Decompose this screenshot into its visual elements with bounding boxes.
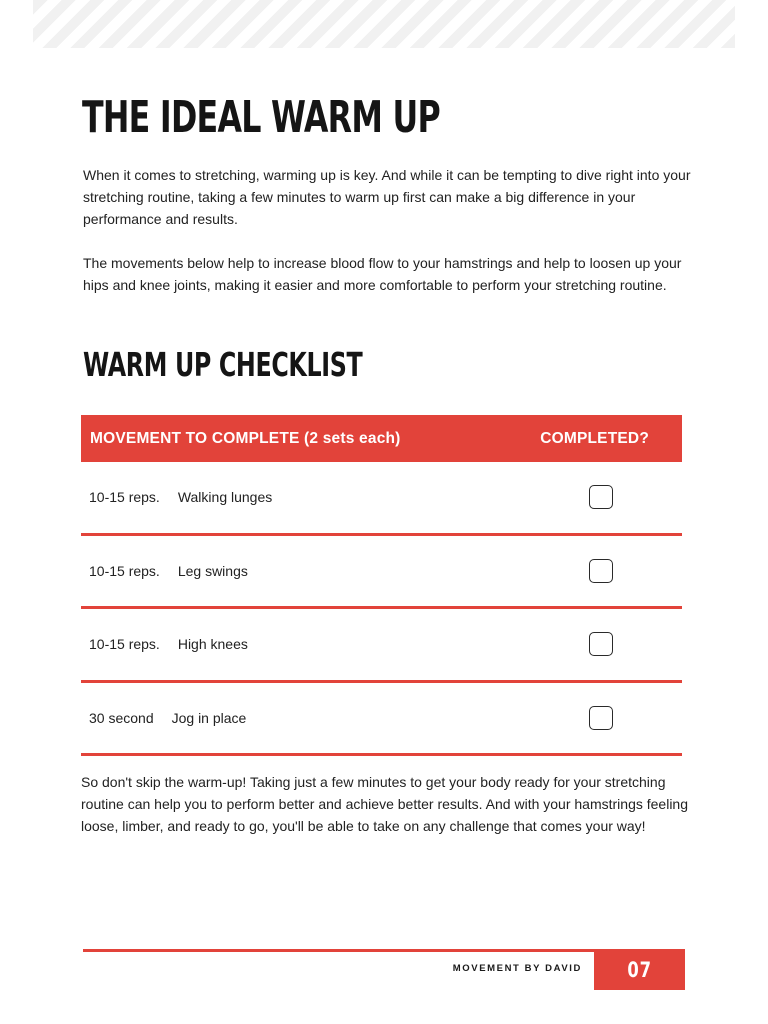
page-number: 07 [627, 957, 652, 982]
row-reps: 30 second [89, 709, 154, 726]
completed-checkbox[interactable] [589, 632, 613, 656]
row-label [89, 636, 248, 652]
row-reps: 10-15 reps. [89, 489, 160, 506]
row-movement: High knees [177, 636, 248, 653]
checklist-row [81, 683, 682, 757]
row-label [89, 489, 272, 505]
header-movement: MOVEMENT TO COMPLETE (2 sets each) [90, 429, 401, 447]
row-movement: Jog in place [171, 709, 247, 726]
checklist-row [81, 536, 682, 610]
intro-paragraph-2: The movements below help to increase blood flow to your hamstrings and help to loosen up your hips and knee joints, making it easier and more comfortable to perform your stretching routine. [83, 255, 682, 293]
checklist-header-row [81, 415, 682, 462]
row-label [89, 710, 246, 726]
header-completed: COMPLETED? [540, 429, 649, 447]
checklist-title: WARM UP CHECKLIST [83, 345, 363, 384]
closing-paragraph: So don't skip the warm-up! Taking just a few minutes to get your body ready for your stretching routine can help you to perform better and achieve better results. And with your hamstrings feeling loose, limber, and ready to go, you'll be able to take on any challenge that comes your way! [81, 774, 689, 834]
intro-paragraph-1: When it comes to stretching, warming up is key. And while it can be tempting to dive right into your stretching routine, taking a few minutes to warm up first can make a big difference in your performance and results. [83, 167, 691, 227]
footer-brand: MOVEMENT BY DAVID [452, 963, 582, 974]
checklist-row [81, 609, 682, 683]
warm-up-checklist-table [81, 415, 682, 756]
page-title: THE IDEAL WARM UP [82, 92, 440, 143]
row-movement: Walking lunges [177, 489, 273, 506]
row-movement: Leg swings [177, 562, 248, 579]
row-reps: 10-15 reps. [89, 636, 160, 653]
completed-checkbox[interactable] [589, 485, 613, 509]
page-number-badge [594, 949, 685, 990]
row-reps: 10-15 reps. [89, 562, 160, 579]
row-label [89, 563, 248, 579]
completed-checkbox[interactable] [589, 706, 613, 730]
completed-checkbox[interactable] [589, 559, 613, 583]
checklist-row [81, 462, 682, 536]
decorative-stripe-band [33, 0, 735, 48]
